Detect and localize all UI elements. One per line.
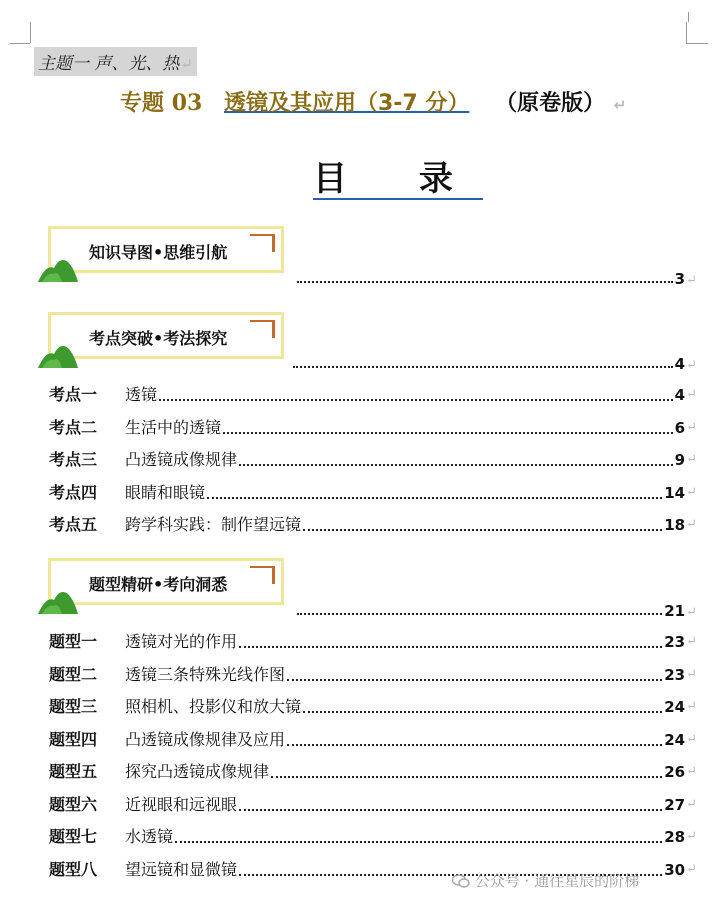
crop-mark-tick [682, 12, 689, 22]
paragraph-mark-icon: ↵ [180, 55, 193, 73]
section-page-line[interactable] [293, 351, 697, 373]
entry-title: 凸透镜成像规律及应用 [125, 729, 286, 749]
entry-code: 题型八 [49, 859, 98, 879]
paragraph-mark-icon: ↵ [686, 634, 697, 649]
banner-accent [272, 566, 275, 584]
paragraph-mark-icon: ↵ [686, 484, 697, 500]
paragraph-mark-icon: ↵ [686, 699, 697, 714]
entry-code: 考点二 [49, 417, 98, 437]
topic-label [34, 47, 197, 76]
entry-code: 考点四 [49, 482, 98, 502]
mountain-icon [38, 342, 78, 372]
leader-dots [239, 646, 662, 648]
toc-entry[interactable] [49, 696, 697, 718]
section-banner-text: 考点突破•考法探究 [89, 329, 228, 348]
toc-entry[interactable] [49, 664, 697, 686]
toc-entry[interactable] [49, 631, 697, 653]
leader-dots [287, 744, 662, 746]
section-banner [48, 558, 284, 605]
page-number: 26 [664, 763, 686, 781]
entry-title: 探究凸透镜成像规律 [125, 762, 270, 781]
page-title [120, 86, 626, 117]
entry-title: 近视眼和远视眼 [125, 794, 238, 814]
watermark-text: 公众号 · 通往星辰的阶梯 [474, 872, 640, 890]
banner-accent [250, 320, 272, 322]
paragraph-mark-icon: ↵ [686, 796, 697, 812]
toc-entry[interactable] [49, 761, 697, 783]
crop-mark-top-right-v [686, 22, 687, 43]
leader-dots [297, 281, 673, 283]
entry-title: 凸透镜成像规律 [125, 450, 238, 469]
paragraph-mark-icon: ↵ [686, 452, 697, 467]
crop-mark-top-left-v [30, 22, 31, 43]
entry-title: 透镜 [125, 385, 158, 404]
toc-entry[interactable] [49, 729, 697, 751]
leader-dots [303, 529, 662, 531]
crop-mark-top-left-h [10, 43, 30, 44]
paragraph-mark-icon: ↵ [686, 731, 697, 747]
leader-dots [293, 366, 673, 368]
paragraph-mark-icon: ↵ [686, 829, 697, 844]
paragraph-mark-icon: ↵ [686, 517, 697, 532]
toc-heading [313, 160, 483, 200]
mountain-icon [38, 256, 78, 286]
entry-title: 生活中的透镜 [125, 417, 222, 437]
paragraph-mark-icon: ↵ [686, 605, 697, 620]
banner-accent [272, 320, 275, 338]
page-number: 23 [664, 633, 686, 651]
toc-heading-text: 目 录 [313, 159, 483, 199]
page-number: 24 [664, 730, 686, 749]
leader-dots [303, 711, 662, 713]
entry-code: 考点五 [49, 515, 98, 534]
toc-entry[interactable] [49, 794, 697, 816]
page-number: 3 [674, 270, 686, 288]
crop-mark-top-right-h [686, 43, 708, 44]
toc-entry[interactable] [49, 826, 697, 848]
entry-code: 题型三 [49, 697, 98, 716]
section-page-line[interactable] [297, 598, 697, 620]
toc-entry[interactable] [49, 384, 697, 406]
entry-code: 题型五 [49, 762, 98, 781]
entry-title: 水透镜 [125, 827, 174, 846]
leader-dots [159, 399, 673, 401]
title-main: 透镜及其应用（3-7 分） [223, 91, 470, 116]
entry-code: 考点三 [49, 450, 98, 469]
page-number: 9 [674, 451, 686, 469]
leader-dots [271, 776, 662, 778]
page-number: 24 [664, 698, 686, 716]
page-number: 4 [674, 355, 686, 373]
leader-dots [287, 679, 662, 681]
page-number: 14 [664, 483, 686, 502]
topic-text: 主题一 声、光、热 [38, 54, 180, 74]
paragraph-mark-icon: ↵ [686, 358, 697, 373]
page-number: 28 [664, 828, 686, 846]
leader-dots [239, 464, 673, 466]
page-number: 21 [664, 602, 686, 620]
toc-entry[interactable] [49, 449, 697, 471]
entry-title: 透镜三条特殊光线作图 [125, 664, 286, 684]
page-number: 23 [664, 665, 686, 684]
paragraph-mark-icon: ↵ [686, 764, 697, 779]
toc-entry[interactable] [49, 514, 697, 536]
paragraph-mark-icon: ↵ [686, 861, 697, 877]
banner-accent [272, 234, 275, 252]
entry-code: 题型四 [49, 729, 98, 749]
entry-code: 题型二 [49, 664, 98, 684]
paragraph-mark-icon: ↵ [613, 96, 627, 114]
toc-entry[interactable] [49, 417, 697, 439]
mountain-icon [38, 588, 78, 618]
title-code: 03 [171, 90, 203, 116]
banner-accent [250, 234, 272, 236]
leader-dots [175, 841, 662, 843]
entry-code: 题型六 [49, 794, 98, 814]
entry-code: 考点一 [49, 385, 98, 404]
wechat-icon [452, 872, 475, 890]
section-banner [48, 312, 284, 359]
section-banner-text: 知识导图•思维引航 [89, 243, 228, 262]
entry-title: 望远镜和显微镜 [125, 859, 238, 879]
banner-accent [250, 566, 272, 568]
paragraph-mark-icon: ↵ [686, 387, 697, 402]
leader-dots [239, 809, 662, 811]
page-number: 4 [674, 386, 686, 404]
section-banner-text: 题型精研•考向洞悉 [89, 575, 228, 594]
section-banner [48, 226, 284, 273]
paragraph-mark-icon: ↵ [686, 273, 697, 288]
page-number: 30 [664, 860, 686, 879]
toc-entry[interactable] [49, 482, 697, 504]
title-tail: （原卷版） [495, 91, 606, 116]
leader-dots [223, 432, 673, 434]
entry-code: 题型一 [49, 632, 98, 651]
title-prefix: 专题 [120, 91, 165, 116]
watermark [452, 870, 639, 891]
entry-title: 眼睛和眼镜 [125, 482, 206, 502]
entry-title: 跨学科实践：制作望远镜 [125, 515, 302, 534]
page-number: 18 [664, 516, 686, 534]
entry-title: 照相机、投影仪和放大镜 [125, 697, 302, 716]
page-number: 6 [674, 418, 686, 437]
entry-title: 透镜对光的作用 [125, 632, 238, 651]
leader-dots [207, 497, 662, 499]
section-page-line[interactable] [297, 266, 697, 288]
paragraph-mark-icon: ↵ [686, 419, 697, 435]
page-number: 27 [664, 795, 686, 814]
entry-code: 题型七 [49, 827, 98, 846]
leader-dots [297, 613, 662, 615]
paragraph-mark-icon: ↵ [686, 666, 697, 682]
